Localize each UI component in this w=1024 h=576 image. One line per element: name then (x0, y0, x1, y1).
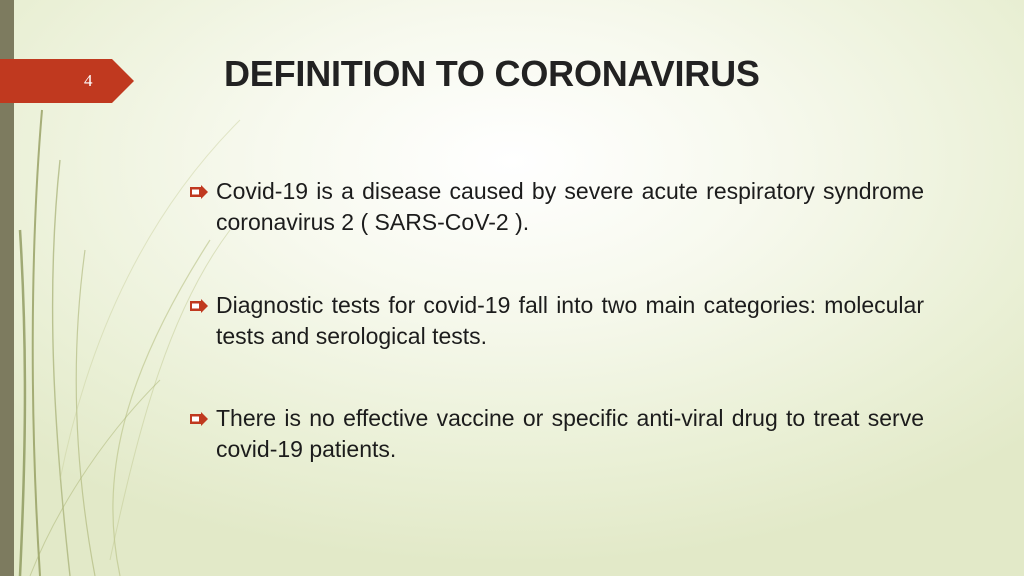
page-number: 4 (84, 71, 93, 90)
bullet-item (190, 290, 924, 352)
page-tab-shape (0, 59, 134, 103)
page-number-tab (0, 59, 134, 103)
bullet-text: Covid-19 is a disease caused by severe acute respiratory syndrome coronavirus 2 ( SARS-CoV-2 ). (216, 178, 924, 235)
arrow-bullet-icon (190, 412, 208, 426)
arrow-bullet-icon (190, 299, 208, 313)
arrow-bullet-icon (190, 185, 208, 199)
bullet-item (190, 403, 924, 465)
bullet-text: There is no effective vaccine or specific anti-viral drug to treat serve covid-19 patients. (216, 405, 924, 462)
slide-title: DEFINITION TO CORONAVIRUS (224, 53, 760, 94)
bullet-text: Diagnostic tests for covid-19 fall into two main categories: molecular tests and serological tests. (216, 292, 924, 349)
bullet-item (190, 176, 924, 238)
